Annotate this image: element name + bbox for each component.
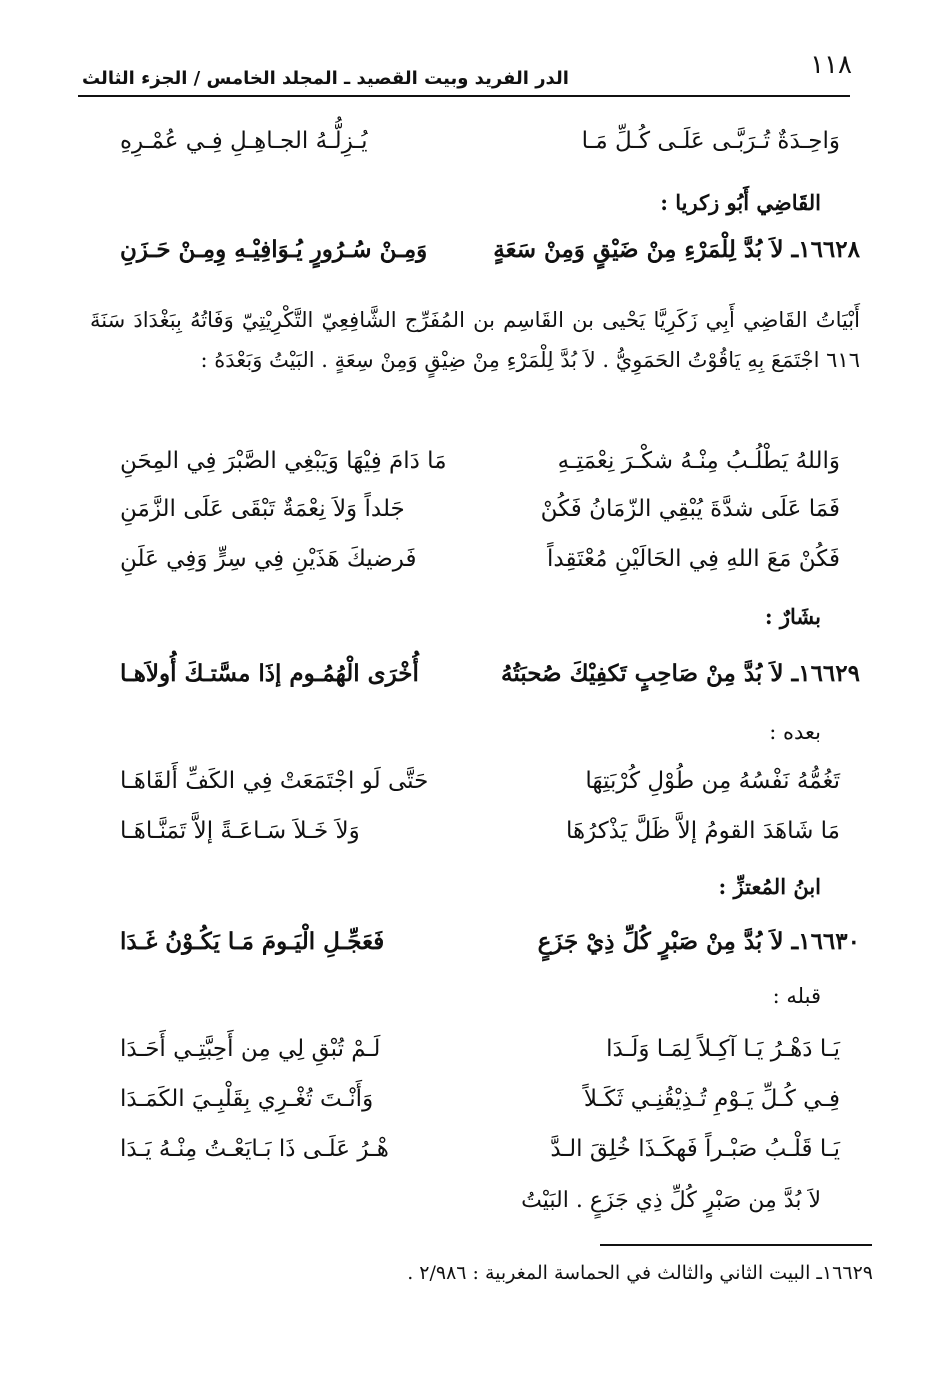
- footnote: ١٦٦٢٩ـ البيت الثاني والثالث في الحماسة المغربية : ٢/٩٨٦ .: [407, 1262, 873, 1284]
- context-label: بعده :: [769, 720, 821, 744]
- verse-line: [80, 1086, 860, 1136]
- verse-text: لاَ بُدَّ لِلْمَرْءِ مِنْ ضَيْقٍ وَمِنْ سَعَةٍ: [493, 236, 784, 263]
- verse-number: ١٦٦٢٨ـ: [791, 236, 860, 263]
- verse-line: [80, 128, 860, 178]
- verse-right-hemistich: [538, 928, 860, 955]
- verse-line: [80, 1136, 860, 1186]
- verse-right-hemistich: وَاللهُ يَطْلُـبُ مِنْـهُ شكْـرَ نِعْمَتِـهِ: [557, 448, 840, 474]
- verse-right-hemistich: وَاحِـدَةٌ تُـرَبَّـى عَلَـى كُـلِّ مَـا: [581, 128, 840, 154]
- verse-left-hemistich: هْـرُ عَلَـى ذَا بَـايَعْـتُ مِنْـهُ يَـدَا: [120, 1136, 389, 1162]
- poet-label: ابنُ المُعتزِّ :: [718, 874, 821, 899]
- poet-label: القَاضِي أَبُو زكريا :: [660, 190, 821, 215]
- closing-line: لاَ بُدَّ مِن صَبْرٍ كُلِّ ذِي جَزَعٍ . البَيْتُ: [521, 1188, 821, 1213]
- verse-text: لاَ بُدَّ مِنْ صَبْرٍ كُلِّ ذِيْ جَزَعٍ: [537, 928, 784, 955]
- context-label: قبله :: [772, 984, 821, 1008]
- verse-right-hemistich: [493, 236, 860, 263]
- verse-line: [80, 768, 860, 818]
- verse-line: [80, 546, 860, 596]
- verse-line: [80, 818, 860, 868]
- numbered-verse: [80, 928, 860, 978]
- verse-right-hemistich: فِـي كُـلِّ يَـوْمِ تُـذِيْقُنِـي ثَكَـلاً: [583, 1086, 840, 1112]
- verse-left-hemistich: وَمِـنْ سُـرُورٍ يُـوَافِيْـهِ وِمِـنْ حَـزَنِ: [120, 236, 428, 263]
- verse-left-hemistich: أُخْرَى الْهُمُـوم إذَا مسَّتـكَ أُولاَهـا: [120, 660, 419, 687]
- header-rule: [78, 95, 850, 97]
- verse-left-hemistich: جَلداً وَلاَ نِعْمَةٌ تَبْقَى عَلَى الزَّمَنِ: [120, 496, 405, 522]
- verse-left-hemistich: حَتَّى لَو اجْتَمَعَتْ فِي الكَفِّ أَلقَاهَـا: [120, 768, 429, 794]
- verse-number: ١٦٦٢٩ـ: [791, 660, 860, 687]
- verse-left-hemistich: وَأَنْـتَ تُغْـرِي بِقَلْبِـيَ الكَمَـدَا: [120, 1086, 374, 1112]
- verse-right-hemistich: مَا شَاهَدَ القومُ إلاَّ ظَلَّ يَذْكرُهَا: [565, 818, 840, 844]
- page-header: [82, 50, 852, 94]
- verse-right-hemistich: [501, 660, 860, 687]
- commentary-paragraph: أَبْيَاتُ القَاضِي أَبِي زَكَرِيَّا يَحْيى بن القَاسِم بن المُفَرِّج الشَّافِعِيّ التَّكْرِيْتِيّ وَفَاتُهُ بِبَغْدَادَ سَنَةَ ٦١٦ اجْتَمَعَ بِهِ يَاقُوْتُ الحَمَوِيُّ . لاَ بُدَّ لِلْمَرْءِ مِنْ ضِيْقٍ وَمِنْ سِعَةٍ . البَيْتُ وَبَعْدَهُ :: [90, 308, 860, 372]
- running-head: الدر الفريد وبيت القصيد ـ المجلد الخامس / الجزء الثالث: [82, 68, 569, 89]
- numbered-verse: [80, 660, 860, 710]
- verse-text: لاَ بُدَّ مِنْ صَاحِبٍ تَكفِيْكَ صُحبَتُهُ: [501, 660, 784, 687]
- verse-left-hemistich: فَعَجِّـلِ الْيَـومَ مَـا يَكُـوْنُ غَـدَا: [120, 928, 385, 955]
- verse-right-hemistich: يَـا دَهْـرُ يَـا آكِـلاً لِمَـا وَلَـدَا: [606, 1036, 840, 1062]
- verse-right-hemistich: فَمَا عَلَى شدَّةَ يُبْقِي الزّمَانُ فَكُنْ: [540, 496, 840, 522]
- verse-left-hemistich: لَـمْ تُبْقِ لِي مِن أَحِبَّتِـي أَحَـدَا: [120, 1036, 381, 1062]
- verse-right-hemistich: تَغُمُّهُ نَفْسُهُ مِن طُوْلِ كُرْبَتِهَا: [585, 768, 840, 794]
- verse-right-hemistich: يَـا قَلْـبُ صَبْـراً فَهكَـذَا خُلِقَ الـدَّ: [550, 1136, 840, 1162]
- verse-left-hemistich: فَرضيكَ هَذَيْنِ فِي سِرٍّ وَفِي عَلَنِ: [120, 546, 417, 572]
- page-number: ١١٨: [810, 50, 852, 80]
- verse-left-hemistich: وَلاَ خَـلاَ سَـاعَـةً إلاَّ تَمَنَّـاهَـا: [120, 818, 360, 844]
- verse-right-hemistich: فَكُنْ مَعَ اللهِ فِي الحَالَيْنِ مُعْتَقِداً: [547, 546, 840, 572]
- verse-line: [80, 1036, 860, 1086]
- verse-left-hemistich: يُـزِلُّـهُ الجـاهِـلِ فِـي عُمْـرِهِ: [120, 128, 368, 154]
- numbered-verse: [80, 236, 860, 286]
- verse-number: ١٦٦٣٠ـ: [791, 928, 860, 955]
- verse-line: [80, 496, 860, 546]
- poet-label: بشَارٌ :: [764, 604, 821, 629]
- verse-left-hemistich: مَا دَامَ فِيْهَا وَيَبْغِي الصَّبْرَ فِي المِحَنِ: [120, 448, 447, 474]
- verse-line: [80, 448, 860, 498]
- footnote-rule: [600, 1244, 872, 1246]
